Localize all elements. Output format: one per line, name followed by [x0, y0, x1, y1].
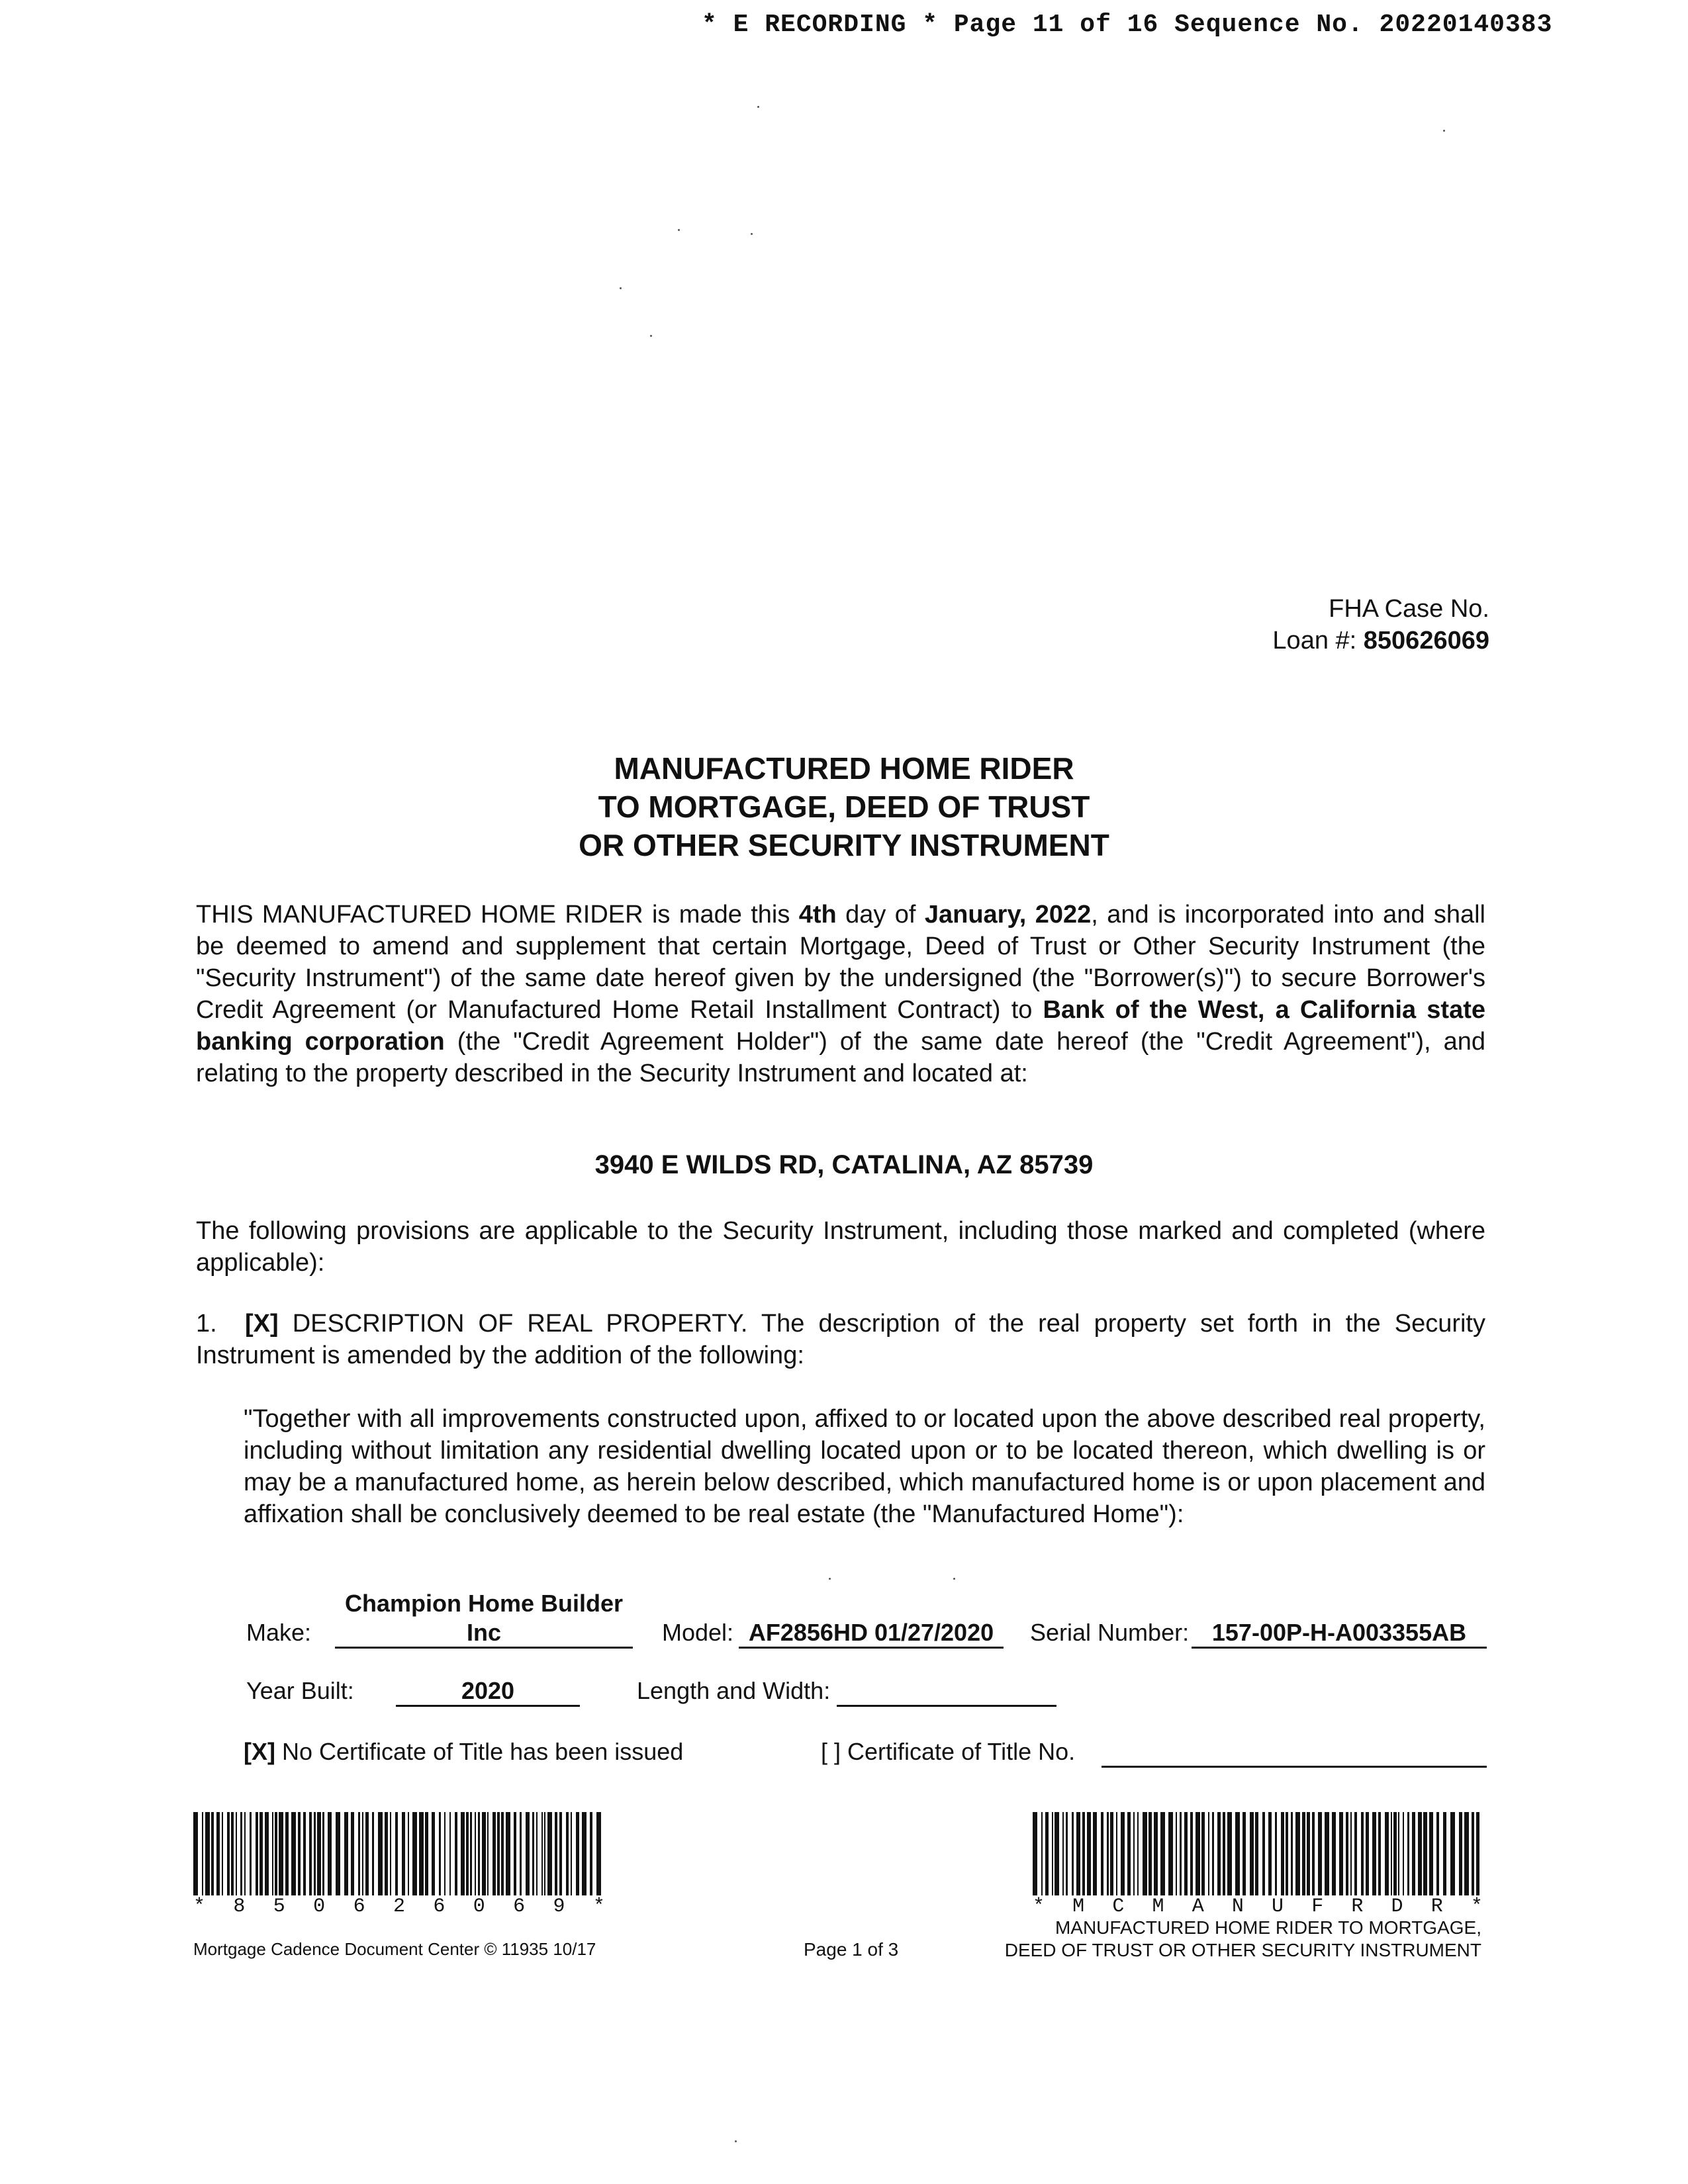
barcode-bar	[1066, 1812, 1068, 1895]
barcode-bar	[466, 1812, 469, 1895]
make-value-line2: Inc	[335, 1619, 633, 1649]
barcode-bar	[317, 1812, 321, 1895]
barcode-bar	[1391, 1812, 1393, 1895]
intro-text-3: , and is incorporated into and shall be deemed to amend and supplement that certain Mortgage, Deed of Trust or Other Security Instrument (the "Security Instrument") of the same date hereof given by the undersigned (the "Borrower(s)") to secure Borrower's Credit Agreement (or Manufactured Home Retail Installment Contract) to	[196, 901, 1486, 1024]
barcode-bar	[419, 1812, 424, 1895]
barcode-bar	[566, 1812, 569, 1895]
barcode-char: F	[1311, 1895, 1324, 1918]
barcode-bar	[395, 1812, 398, 1895]
barcode-bar	[1133, 1812, 1135, 1895]
barcode-bar	[1332, 1812, 1336, 1895]
scan-speck	[1443, 130, 1445, 132]
barcode-left	[193, 1812, 605, 1918]
intro-text-1: THIS MANUFACTURED HOME RIDER is made this	[196, 901, 799, 929]
barcode-bar	[1110, 1812, 1113, 1895]
barcode-bar	[365, 1812, 369, 1895]
barcode-bar	[1087, 1812, 1091, 1895]
barcode-bar	[378, 1812, 383, 1895]
make-value-line1: Champion Home Builder	[344, 1590, 624, 1617]
year-value: 2020	[396, 1677, 580, 1707]
barcode-char: U	[1272, 1895, 1284, 1918]
barcode-bar	[555, 1812, 557, 1895]
barcode-bar	[1295, 1812, 1300, 1895]
barcode-bar	[1255, 1812, 1258, 1895]
year-label: Year Built:	[246, 1677, 354, 1704]
barcode-bar	[1196, 1812, 1200, 1895]
barcode-bar	[1176, 1812, 1177, 1895]
intro-day: 4th	[798, 901, 837, 929]
barcode-bar	[1116, 1812, 1117, 1895]
barcode-bar	[1127, 1812, 1131, 1895]
barcode-bar	[1190, 1812, 1193, 1895]
barcode-bar	[1339, 1812, 1343, 1895]
length-width-label: Length and Width:	[637, 1677, 831, 1704]
barcode-bar	[244, 1812, 246, 1895]
barcode-bar	[1407, 1812, 1409, 1895]
section-1-checkbox: [X]	[244, 1310, 279, 1338]
barcode-bar	[1250, 1812, 1254, 1895]
barcode-bar	[1354, 1812, 1357, 1895]
barcode-bar	[211, 1812, 214, 1895]
no-title-text: No Certificate of Title has been issued	[275, 1738, 684, 1765]
barcode-bar	[559, 1812, 562, 1895]
length-width-value	[837, 1677, 1056, 1707]
intro-date: January, 2022	[924, 901, 1092, 929]
barcode-bar	[351, 1812, 354, 1895]
barcode-bar	[506, 1812, 510, 1895]
barcode-bar	[344, 1812, 348, 1895]
title-line-1: MANUFACTURED HOME RIDER	[614, 751, 1074, 786]
barcode-bar	[275, 1812, 277, 1895]
loan-label: Loan #:	[1272, 627, 1357, 655]
scan-speck	[678, 229, 680, 231]
barcode-bar	[303, 1812, 306, 1895]
barcode-bar	[1464, 1812, 1469, 1895]
barcode-right-text	[1033, 1895, 1483, 1918]
barcode-bar	[455, 1812, 457, 1895]
barcode-bar	[1372, 1812, 1376, 1895]
barcode-bar	[1378, 1812, 1381, 1895]
barcode-bar	[314, 1812, 316, 1895]
barcode-right-bars	[1033, 1812, 1483, 1895]
scan-speck	[735, 2140, 737, 2142]
barcode-bar	[582, 1812, 586, 1895]
barcode-bar	[202, 1812, 203, 1895]
barcode-bar	[501, 1812, 504, 1895]
barcode-bar	[425, 1812, 428, 1895]
barcode-char: *	[592, 1895, 605, 1918]
barcode-bar	[272, 1812, 273, 1895]
barcode-bar	[1476, 1812, 1479, 1895]
barcode-bar	[1184, 1812, 1188, 1895]
footer-right-line-1: MANUFACTURED HOME RIDER TO MORTGAGE,	[1055, 1917, 1481, 1938]
barcode-bar	[1350, 1812, 1352, 1895]
barcode-bar	[1223, 1812, 1225, 1895]
barcode-bar	[298, 1812, 301, 1895]
barcode-bar	[526, 1812, 530, 1895]
fha-case-label: FHA Case No.	[1329, 595, 1489, 623]
scan-speck	[953, 1578, 955, 1580]
barcode-char: R	[1430, 1895, 1443, 1918]
barcode-bar	[1262, 1812, 1265, 1895]
barcode-bar	[1101, 1812, 1103, 1895]
barcode-bar	[1450, 1812, 1455, 1895]
barcode-bar	[1052, 1812, 1053, 1895]
barcode-char: 6	[433, 1895, 445, 1918]
barcode-bar	[1318, 1812, 1322, 1895]
serial-value: 157-00P-H-A003355AB	[1192, 1619, 1487, 1649]
barcode-bar	[216, 1812, 220, 1895]
barcode-bar	[227, 1812, 230, 1895]
barcode-char: 9	[553, 1895, 565, 1918]
barcode-bar	[1429, 1812, 1433, 1895]
title-line-3: OR OTHER SECURITY INSTRUMENT	[579, 828, 1109, 862]
barcode-bar	[461, 1812, 465, 1895]
barcode-bar	[1168, 1812, 1173, 1895]
property-address: 3940 E WILDS RD, CATALINA, AZ 85739	[594, 1150, 1094, 1179]
barcode-bar	[1275, 1812, 1277, 1895]
barcode-bar	[432, 1812, 435, 1895]
barcode-bar	[1082, 1812, 1085, 1895]
barcode-char: 0	[313, 1895, 326, 1918]
barcode-bar	[1045, 1812, 1049, 1895]
barcode-bar	[1403, 1812, 1404, 1895]
barcode-bar	[1286, 1812, 1288, 1895]
barcode-bar	[1217, 1812, 1221, 1895]
barcode-bar	[385, 1812, 388, 1895]
barcode-bar	[1281, 1812, 1284, 1895]
barcode-char: *	[1470, 1895, 1483, 1918]
barcode-bar	[1418, 1812, 1422, 1895]
barcode-bar	[1393, 1812, 1397, 1895]
barcode-bar	[265, 1812, 269, 1895]
section-1	[196, 1308, 1485, 1371]
barcode-bar	[1093, 1812, 1097, 1895]
barcode-bar	[487, 1812, 489, 1895]
barcode-bar	[547, 1812, 552, 1895]
barcode-bar	[1361, 1812, 1364, 1895]
barcode-char: 0	[473, 1895, 485, 1918]
barcode-bar	[571, 1812, 572, 1895]
barcode-bar	[309, 1812, 312, 1895]
barcode-bar	[390, 1812, 391, 1895]
barcode-bar	[1443, 1812, 1446, 1895]
intro-paragraph	[196, 899, 1485, 1089]
barcode-bar	[1143, 1812, 1147, 1895]
barcode-bar	[408, 1812, 409, 1895]
barcode-bar	[240, 1812, 242, 1895]
barcode-bar	[1325, 1812, 1329, 1895]
scan-speck	[757, 106, 759, 108]
barcode-bar	[514, 1812, 516, 1895]
barcode-bar	[1180, 1812, 1182, 1895]
intro-text-2: day of	[836, 901, 925, 929]
barcode-right	[1033, 1812, 1483, 1918]
provisions-intro: The following provisions are applicable to the Security Instrument, including those marked and completed (where applicable):	[196, 1217, 1485, 1277]
make-label: Make:	[246, 1619, 312, 1646]
section-1-number: 1.	[196, 1310, 217, 1338]
no-title-option	[244, 1738, 683, 1766]
section-1-text: DESCRIPTION OF REAL PROPERTY. The description of the real property set forth in the Security Instrument is amended by the addition of the following:	[196, 1310, 1485, 1369]
section-1-quote: "Together with all improvements constructed upon, affixed to or located upon the above described real property, including without limitation any residential dwelling located upon or to be located thereon, which dwelling is or may be a manufactured home, as herein below described, which manufactured home is or upon placement and affixation shall be conclusively deemed to be real estate (the "Manufactured Home"):	[244, 1405, 1485, 1528]
barcode-bar	[1398, 1812, 1399, 1895]
barcode-bar	[1385, 1812, 1389, 1895]
barcode-bar	[1076, 1812, 1080, 1895]
barcode-bar	[532, 1812, 534, 1895]
barcode-bar	[478, 1812, 480, 1895]
footer-page: Page 1 of 3	[804, 1939, 899, 1960]
barcode-bar	[439, 1812, 441, 1895]
barcode-bar	[1312, 1812, 1315, 1895]
barcode-bar	[1208, 1812, 1209, 1895]
barcode-bar	[520, 1812, 522, 1895]
barcode-char: R	[1351, 1895, 1364, 1918]
barcode-bar	[470, 1812, 472, 1895]
barcode-bar	[279, 1812, 283, 1895]
barcode-bar	[1307, 1812, 1310, 1895]
barcode-bar	[1062, 1812, 1064, 1895]
barcode-bar	[1201, 1812, 1205, 1895]
barcode-bar	[1459, 1812, 1462, 1895]
barcode-bar	[231, 1812, 234, 1895]
barcode-char: C	[1112, 1895, 1125, 1918]
barcode-bar	[449, 1812, 451, 1895]
barcode-bar	[285, 1812, 289, 1895]
barcode-bar	[544, 1812, 545, 1895]
document-title	[0, 749, 1688, 864]
scan-speck	[829, 1578, 831, 1580]
barcode-bar	[1137, 1812, 1139, 1895]
barcode-bar	[372, 1812, 374, 1895]
barcode-bar	[1055, 1812, 1059, 1895]
barcode-bar	[596, 1812, 601, 1895]
barcode-bar	[1227, 1812, 1232, 1895]
intro-text-4: (the "Credit Agreement Holder") of the same date hereof (the "Credit Agreement"), and relating to the property described in the Security Instrument and located at:	[196, 1028, 1485, 1087]
footer-right	[1005, 1917, 1481, 1962]
barcode-bar	[1366, 1812, 1369, 1895]
title-no-text: Certificate of Title No.	[841, 1738, 1076, 1765]
model-value: AF2856HD 01/27/2020	[739, 1619, 1004, 1649]
barcode-bar	[322, 1812, 324, 1895]
barcode-bar	[402, 1812, 405, 1895]
scan-speck	[620, 287, 622, 289]
barcode-bar	[1243, 1812, 1246, 1895]
footer-right-line-2: DEED OF TRUST OR OTHER SECURITY INSTRUMENT	[1004, 1940, 1481, 1960]
barcode-char: A	[1192, 1895, 1204, 1918]
barcode-char: D	[1391, 1895, 1403, 1918]
barcode-bar	[1302, 1812, 1305, 1895]
barcode-char: 6	[513, 1895, 526, 1918]
barcode-bar	[576, 1812, 579, 1895]
barcode-bar	[1423, 1812, 1427, 1895]
barcode-bar	[1160, 1812, 1165, 1895]
title-no-option	[821, 1738, 1075, 1766]
barcode-char: 2	[393, 1895, 405, 1918]
barcode-char: M	[1072, 1895, 1085, 1918]
barcode-left-text	[193, 1895, 605, 1918]
barcode-char: N	[1231, 1895, 1244, 1918]
barcode-bar	[291, 1812, 296, 1895]
loan-number: 850626069	[1363, 627, 1489, 655]
barcode-bar	[236, 1812, 237, 1895]
barcode-bar	[1149, 1812, 1152, 1895]
barcode-bar	[1346, 1812, 1348, 1895]
barcode-bar	[1235, 1812, 1240, 1895]
barcode-bar	[497, 1812, 500, 1895]
barcode-left-bars	[193, 1812, 605, 1895]
lender-name: Bank of the West, a California state banking corporation	[196, 996, 1485, 1056]
scan-speck	[751, 233, 753, 235]
barcode-bar	[590, 1812, 592, 1895]
barcode-char: M	[1152, 1895, 1164, 1918]
barcode-bar	[1291, 1812, 1293, 1895]
model-label: Model:	[662, 1619, 734, 1646]
barcode-bar	[1268, 1812, 1272, 1895]
barcode-bar	[1154, 1812, 1158, 1895]
barcode-bar	[205, 1812, 210, 1895]
barcode-bar	[336, 1812, 340, 1895]
barcode-bar	[1436, 1812, 1439, 1895]
barcode-bar	[1072, 1812, 1074, 1895]
barcode-bar	[256, 1812, 258, 1895]
barcode-bar	[259, 1812, 263, 1895]
barcode-bar	[475, 1812, 476, 1895]
barcode-char: 5	[273, 1895, 285, 1918]
loan-line	[1272, 625, 1489, 657]
barcode-bar	[250, 1812, 252, 1895]
barcode-bar	[1041, 1812, 1043, 1895]
barcode-char: 6	[353, 1895, 365, 1918]
recording-header: * E RECORDING * Page 11 of 16 Sequence No. 20220140383	[702, 11, 1553, 39]
barcode-bar	[541, 1812, 543, 1895]
barcode-bar	[536, 1812, 538, 1895]
barcode-bar	[1412, 1812, 1415, 1895]
barcode-bar	[1212, 1812, 1214, 1895]
serial-label: Serial Number:	[1030, 1619, 1190, 1646]
barcode-bar	[482, 1812, 486, 1895]
barcode-char: 8	[233, 1895, 246, 1918]
title-no-checkbox: [ ]	[821, 1738, 841, 1765]
title-line-2: TO MORTGAGE, DEED OF TRUST	[598, 790, 1090, 824]
title-no-value	[1102, 1739, 1487, 1768]
barcode-bar	[193, 1812, 198, 1895]
barcode-bar	[492, 1812, 496, 1895]
barcode-bar	[358, 1812, 360, 1895]
barcode-bar	[362, 1812, 363, 1895]
barcode-bar	[1033, 1812, 1037, 1895]
scan-speck	[650, 335, 652, 337]
barcode-bar	[1121, 1812, 1125, 1895]
footer-left: Mortgage Cadence Document Center © 11935 10/17	[193, 1939, 596, 1959]
barcode-bar	[1472, 1812, 1474, 1895]
fha-block	[1272, 593, 1489, 657]
barcode-bar	[444, 1812, 445, 1895]
barcode-bar	[222, 1812, 223, 1895]
no-title-checkbox: [X]	[244, 1738, 275, 1765]
barcode-bar	[1107, 1812, 1109, 1895]
barcode-bar	[328, 1812, 332, 1895]
barcode-char: *	[193, 1895, 206, 1918]
barcode-bar	[412, 1812, 417, 1895]
barcode-char: *	[1033, 1895, 1045, 1918]
